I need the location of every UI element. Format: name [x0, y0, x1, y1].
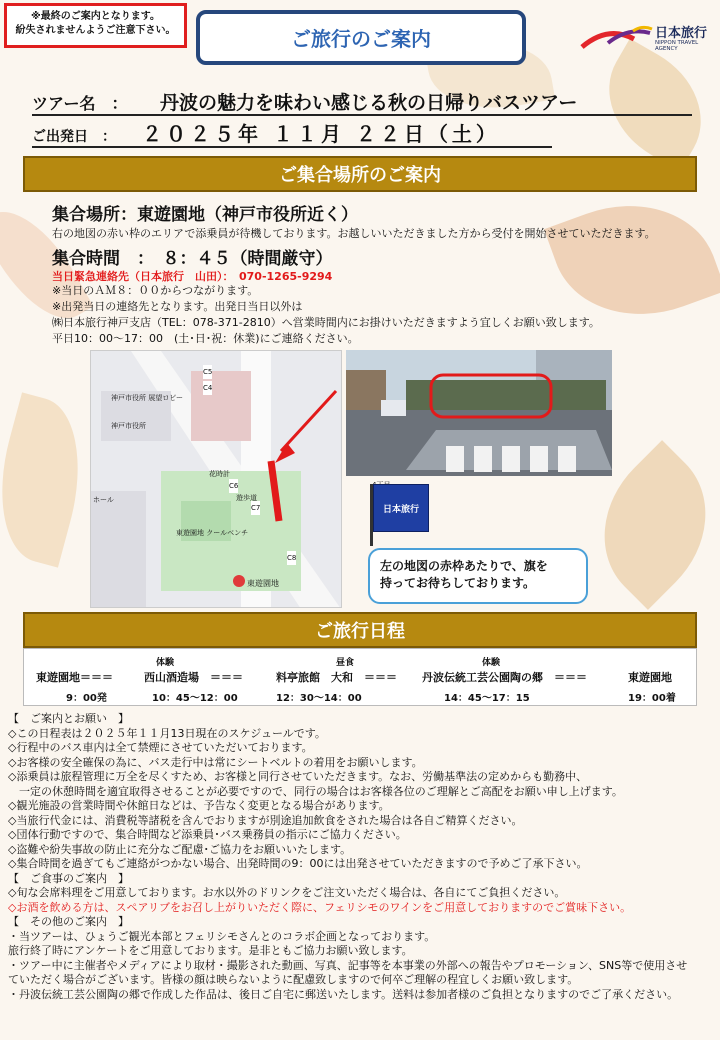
note-line: ◇行程中のバス車内は全て禁煙にさせていただいております。	[8, 741, 313, 754]
map-label: C4	[203, 381, 212, 395]
page-title: ご旅行のご案内	[196, 10, 526, 65]
stop-time: 14：45～17：15	[444, 693, 530, 704]
departure-date-row	[32, 118, 552, 148]
street-photo-drawing	[346, 350, 612, 476]
logo-subtext: NIPPON TRAVEL AGENCY	[655, 40, 699, 52]
notice-line: ※最終のご案内となります。	[31, 11, 160, 22]
stop-time: 9：00発	[66, 693, 107, 704]
note-line: 【 ご食事のご案内 】	[8, 871, 129, 885]
meeting-place-note: 右の地図の赤い枠のエリアで添乗員が待機しております。お越しいいただきました方から受付を開始させていただきます。	[52, 227, 656, 240]
note-line: ていただく場合がございます。皆様の顔は映らないように配慮致しますので何卒ご理解の程宜しくお願い致します。	[8, 973, 579, 986]
callout-text: 持ってお待ちしております。	[380, 576, 536, 590]
tour-name: 丹波の魅力を味わい感じる秋の日帰りバスツアー	[160, 92, 578, 114]
map-label: ホール	[93, 496, 114, 504]
departure-date-label: ご出発日 ：	[32, 129, 116, 145]
stop-time: 12：30～14：00	[276, 693, 362, 704]
contact-note: ※出発当日の連絡先となります。出発日当日以外は	[52, 300, 303, 313]
notes-section	[8, 712, 714, 1002]
map-label: C8	[287, 551, 296, 565]
note-line: ・当ツアーは、ひょうご観光本部とフェリシモさんとのコラボ企画となっております。	[8, 929, 436, 943]
stop-caption: 昼食	[336, 658, 355, 668]
itinerary-schedule	[23, 648, 697, 706]
tour-name-label: ツアー名 ：	[32, 94, 128, 113]
emergency-contact: 当日緊急連絡先（日本旅行 山田）： 070-1265-9294	[52, 270, 333, 283]
note-line: ◇旬な会席料理をご用意しております。お水以外のドリンクをご注文いただく場合は、各自にてご負担ください。	[8, 886, 566, 899]
note-line: 一定の休憩時間を適宜取得させることが必要ですので、同行の場合はお客様各位のご理解とご高配をお願い申し上げます。	[8, 784, 623, 798]
flag-text: 日本旅行	[382, 504, 419, 515]
note-line: ◇集合時間を過ぎてもご連絡がつかない場合、出発時間の9：00には出発させていただきますので予めご了承下さい。	[8, 857, 588, 870]
map-label: C5	[203, 365, 212, 379]
notice-line: 紛失されませんようご注意下さい。	[15, 25, 176, 36]
map-label: 遊歩道	[236, 494, 257, 502]
nippon-travel-flag-icon	[373, 484, 429, 532]
note-line: ◇観光施設の営業時間や休館日などは、予告なく変更となる場合があります。	[8, 799, 390, 812]
note-line: ◇お客様の安全確保の為に、バス走行中は常にシートベルトの着用をお願いします。	[8, 755, 423, 769]
flag-callout	[368, 548, 588, 604]
note-line: ◇この日程表は２０２５年１１月13日現在のスケジュールです。	[8, 726, 326, 740]
note-line: ・丹波伝統工芸公園陶の郷で作成した作品は、後日ご自宅に郵送いたします。送料は参加者様のご負担となりますのでご了承ください。	[8, 987, 679, 1001]
stop-name: 西山酒造場 ＝＝＝	[144, 671, 243, 684]
itinerary-section-header: ご旅行日程	[23, 612, 697, 648]
meeting-section-header: ご集合場所のご案内	[23, 156, 697, 192]
stop-time: 10：45～12：00	[152, 693, 238, 704]
note-line: 旅行終了時にアンケートをご用意しております。是非ともご協力お願い致します。	[8, 944, 413, 957]
note-line: ◇盗難や紛失事故の防止に充分なご配慮･ご協力をお願いいたします。	[8, 842, 352, 856]
meeting-area-photo	[346, 350, 612, 476]
stop-caption: 体験	[482, 658, 501, 668]
stop-name: 東遊園地＝＝＝	[36, 671, 113, 684]
note-line: ・ツアー中に主催者やメディアにより取材・撮影された動画、写真、記事等を本事業の外部への報告やプロモーション、SNS等で使用させ	[8, 958, 688, 972]
note-line: 【 その他のご案内 】	[8, 915, 129, 928]
note-line: ◇お酒を飲める方は、スペアリブをお召し上がりいただく際に、フェリシモのワインをご用意しておりますのでご賞味下さい。	[8, 900, 632, 914]
map-label: 神戸市役所	[111, 422, 146, 430]
stop-name: 東遊園地	[628, 671, 672, 684]
meeting-time: 集合時間 ： ８：４５（時間厳守）	[52, 249, 333, 269]
note-line: ◇当旅行代金には、消費税等諸税を含んでおりますが別途追加飲食をされた場合は各自ご精算ください。	[8, 813, 523, 827]
contact-note: ※当日のＡＭ８：００からつながります。	[52, 284, 259, 297]
map-label: 東遊園地 クールベンチ	[176, 529, 249, 537]
meeting-area-map	[90, 350, 342, 608]
map-label: 花時計	[209, 470, 230, 478]
note-line: 【 ご案内とお願い 】	[8, 712, 129, 725]
map-label: 東遊園地	[247, 579, 279, 588]
note-line: ◇添乗員は旅程管理に万全を尽くすため、お客様と同行させていただきます。なお、労働基準法の定めからも勤務中、	[8, 770, 588, 783]
map-label: 神戸市役所 展望ロビー	[111, 394, 183, 402]
note-line: ◇団体行動ですので、集合時間など添乗員･バス乗務員の指示にご協力ください。	[8, 828, 407, 841]
stop-caption: 体験	[156, 658, 175, 668]
autumn-leaf-decoration	[0, 392, 99, 567]
logo-text: 日本旅行	[655, 26, 708, 41]
stop-name: 料亭旅館 大和 ＝＝＝	[276, 671, 397, 684]
map-label: C7	[251, 501, 260, 515]
departure-date: ２０２５年 １１月 ２２日（土）	[142, 122, 500, 146]
callout-text: 左の地図の赤枠あたりで、旗を	[380, 559, 548, 573]
contact-note: ㈱日本旅行神戸支店（TEL：078-371-2810）へ営業時間内にお掛けいただきますよう宜しくお願い致します。	[52, 316, 600, 329]
contact-note: 平日10：00～17：00 (土･日･祝：休業)にご連絡ください。	[52, 332, 359, 345]
tour-name-row	[32, 88, 692, 116]
final-notice-box	[4, 3, 187, 48]
stop-time: 19：00着	[628, 693, 676, 704]
stop-name: 丹波伝統工芸公園陶の郷 ＝＝＝	[422, 671, 587, 684]
meeting-place: 集合場所：東遊園地（神戸市役所近く）	[52, 205, 358, 225]
map-label: C6	[229, 479, 238, 493]
